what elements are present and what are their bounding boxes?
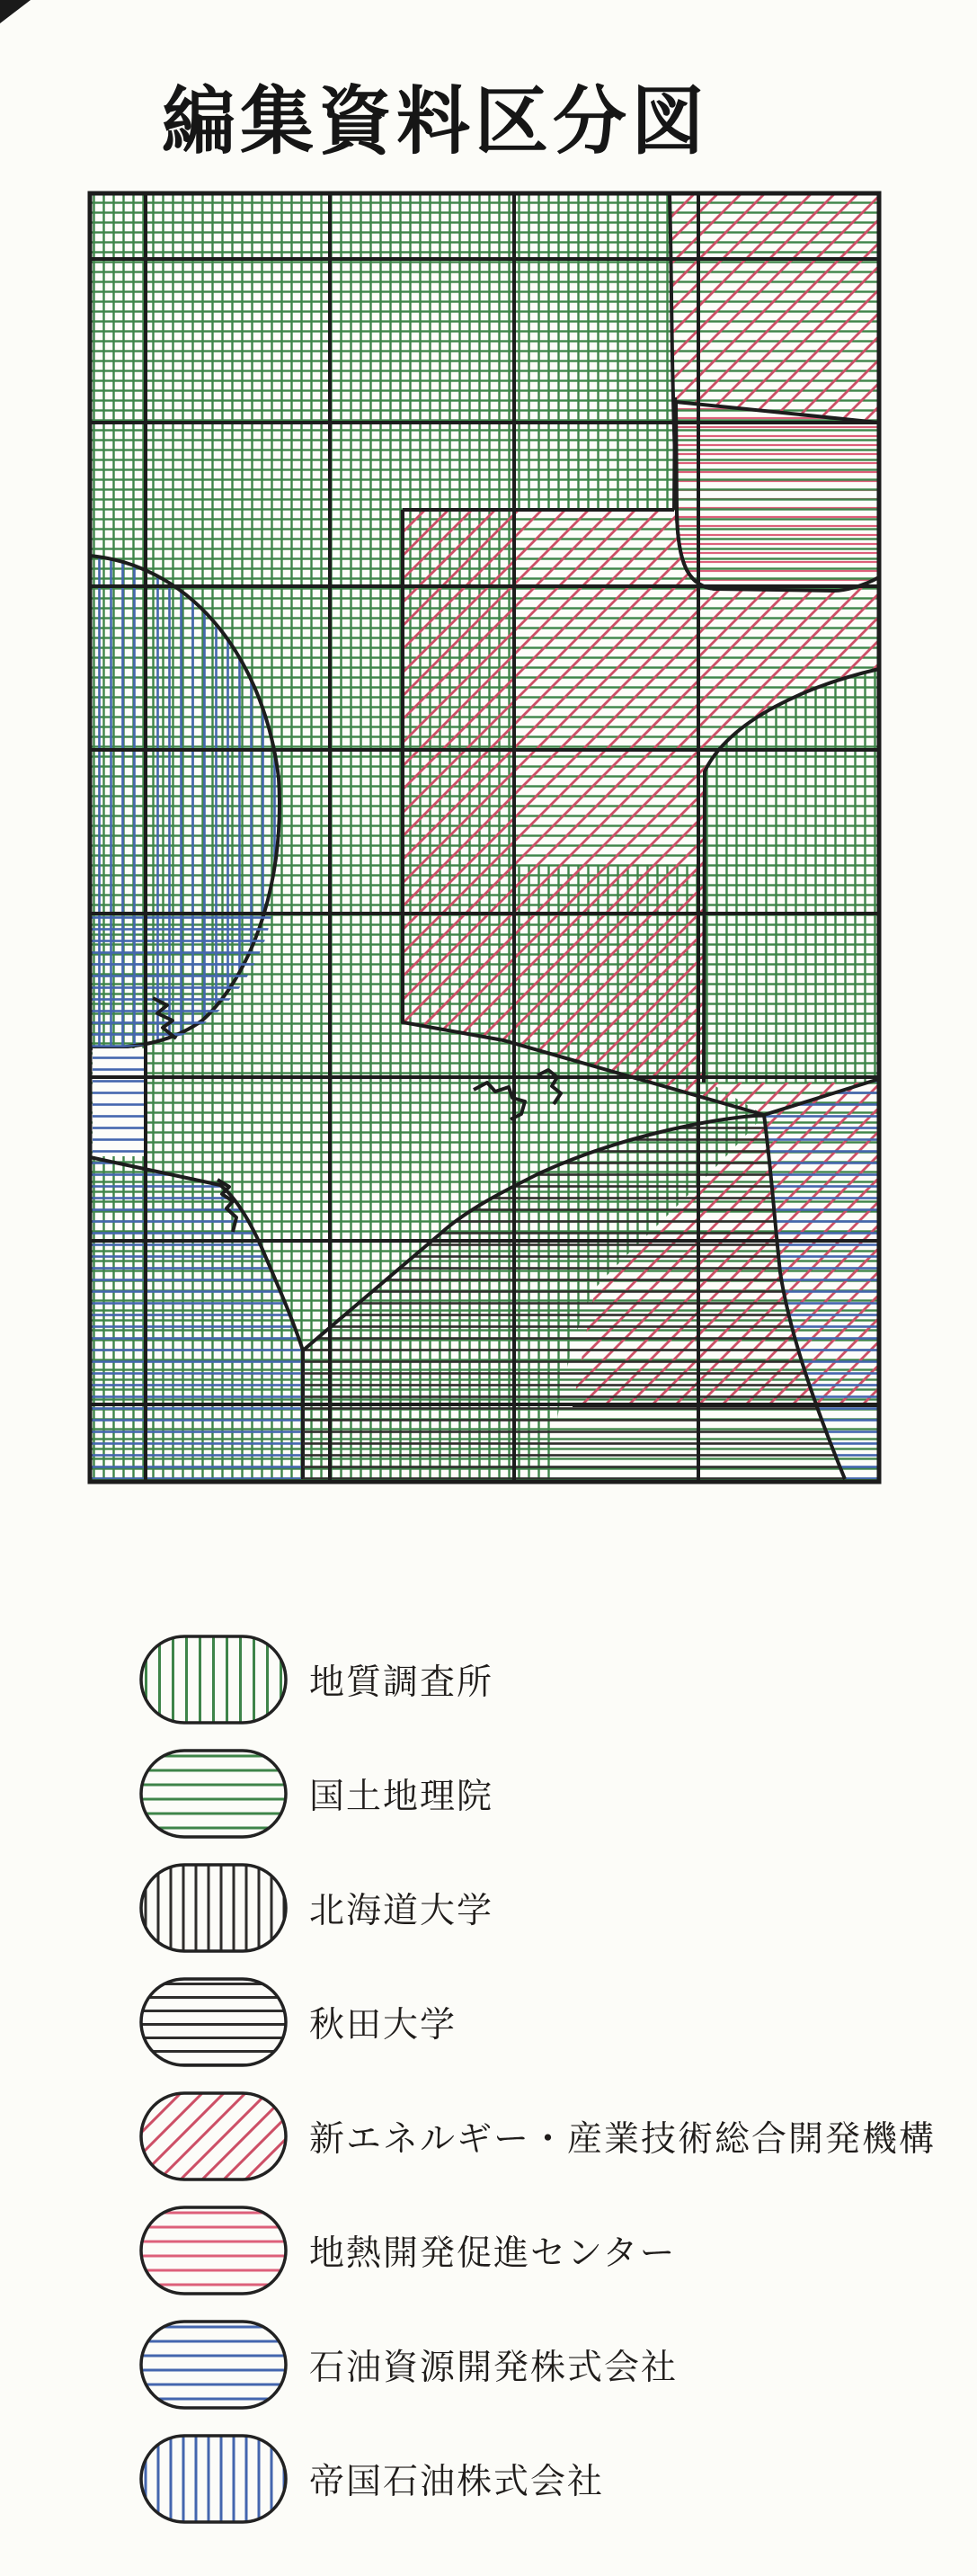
region-chinetsu-center — [676, 402, 879, 591]
legend-item — [139, 2091, 936, 2181]
legend-item — [139, 1635, 936, 1725]
legend-label: 新エネルギー・産業技術総合開発機構 — [309, 2120, 937, 2159]
legend — [139, 1635, 936, 2524]
legend-swatch-blue-vertical — [139, 2434, 288, 2524]
legend-item — [139, 2320, 936, 2410]
legend-item — [139, 2206, 936, 2295]
legend-item — [139, 1977, 936, 2067]
legend-label: 石油資源開発株式会社 — [309, 2349, 679, 2387]
page-title: 編集資料区分図 — [162, 81, 710, 163]
legend-label: 北海道大学 — [309, 1892, 494, 1930]
legend-label: 国土地理院 — [309, 1778, 494, 1816]
legend-swatch-green-horizontal — [139, 1749, 288, 1839]
legend-item — [139, 1863, 936, 1953]
region-sekiyu-shigen-strip — [93, 1048, 146, 1156]
legend-swatch-red-diagonal — [139, 2091, 288, 2181]
legend-item — [139, 2434, 936, 2524]
legend-label: 帝国石油株式会社 — [309, 2463, 605, 2501]
legend-swatch-black-vertical — [139, 1863, 288, 1953]
legend-item — [139, 1749, 936, 1839]
legend-swatch-red-horizontal — [139, 2206, 288, 2295]
legend-swatch-blue-horizontal — [139, 2320, 288, 2410]
legend-label: 地熱開発促進センター — [309, 2234, 677, 2273]
legend-swatch-black-horizontal — [139, 1977, 288, 2067]
legend-label: 秋田大学 — [309, 2006, 457, 2045]
legend-swatch-green-vertical — [139, 1635, 288, 1725]
legend-label: 地質調査所 — [309, 1663, 494, 1702]
